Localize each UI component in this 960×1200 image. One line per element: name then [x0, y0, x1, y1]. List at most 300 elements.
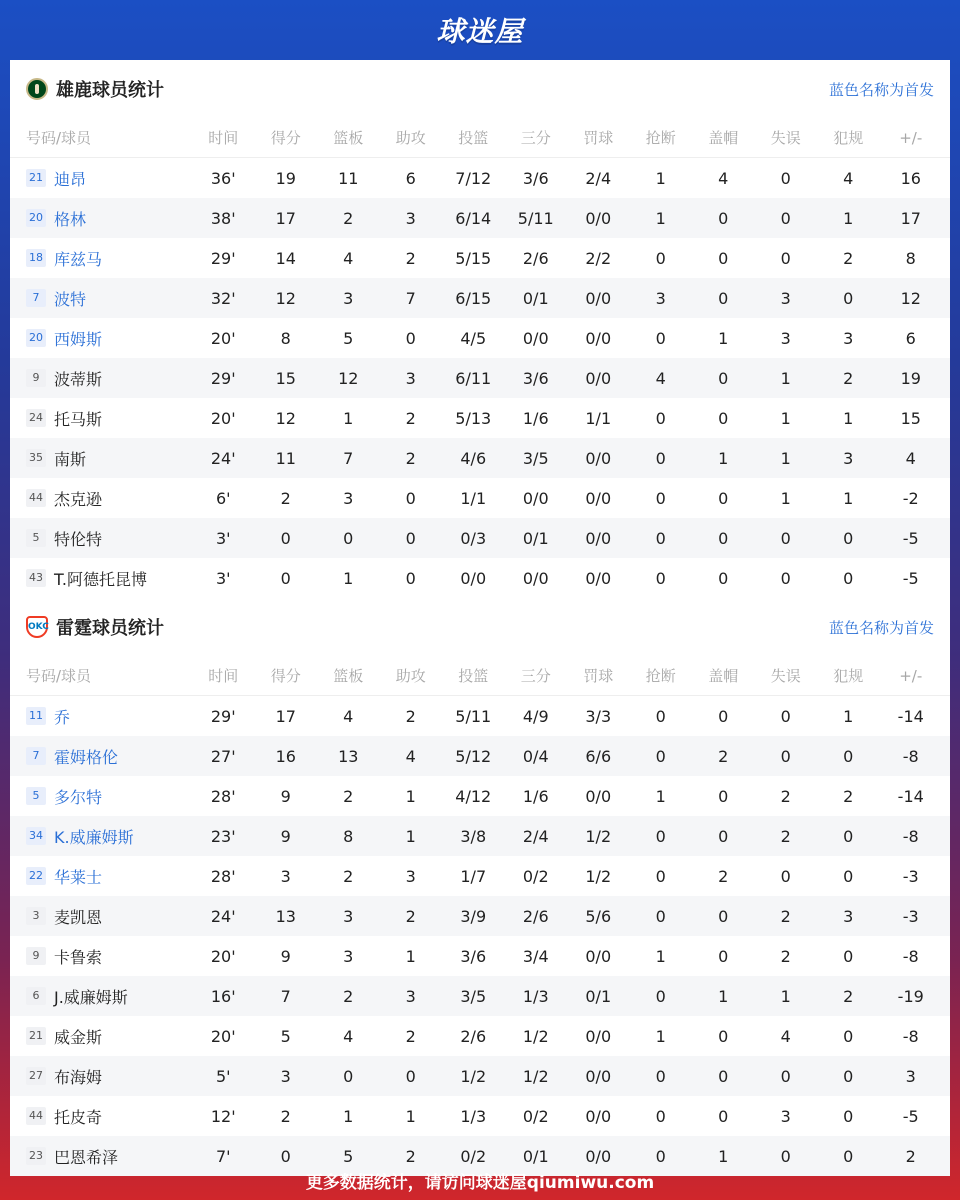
player-name[interactable]: 托马斯	[54, 409, 103, 429]
stat-cell: 2	[405, 448, 416, 468]
stat-cell: 1/1	[460, 488, 487, 508]
stat-cell: 3	[405, 208, 416, 228]
table-row[interactable]	[10, 318, 950, 358]
stat-cell: 3	[843, 448, 854, 468]
player-cell[interactable]	[10, 905, 192, 928]
stat-cell: 2	[843, 786, 854, 806]
stat-cell: 11	[275, 448, 296, 468]
stat-cell: 7/12	[455, 168, 492, 188]
player-name[interactable]: 波蒂斯	[54, 369, 103, 389]
stat-cell: 1	[343, 1106, 354, 1126]
player-cell[interactable]	[10, 247, 192, 270]
stat-cell: 2	[343, 786, 354, 806]
player-name[interactable]: 波特	[54, 289, 87, 309]
player-cell[interactable]	[10, 327, 192, 350]
stat-cell: 2	[343, 208, 354, 228]
stat-cell: 0	[280, 568, 291, 588]
stat-cell: 0/0	[585, 1026, 612, 1046]
player-cell[interactable]	[10, 367, 192, 390]
stat-cell: 0	[843, 1066, 854, 1086]
stat-cell: 0/0	[585, 328, 612, 348]
stat-cell: 0	[718, 1066, 729, 1086]
stat-cell: 6/14	[455, 208, 492, 228]
stat-cell: 0	[843, 568, 854, 588]
stat-cell: 1	[718, 448, 729, 468]
title-left	[26, 614, 164, 640]
player-name[interactable]: K.威廉姆斯	[54, 827, 134, 847]
stat-cell: 0	[718, 786, 729, 806]
starter-legend-note: 蓝色名称为首发	[828, 618, 934, 637]
stat-cell: 5/6	[585, 906, 612, 926]
table-row[interactable]	[10, 518, 950, 558]
player-cell[interactable]	[10, 705, 192, 728]
stat-cell: 12	[900, 288, 921, 308]
stat-cell: 28'	[210, 866, 236, 886]
stat-cell: 9	[280, 786, 291, 806]
stat-cell: 2	[843, 248, 854, 268]
stat-cell: 2/4	[585, 168, 612, 188]
stat-cell: 0/0	[585, 1066, 612, 1086]
jersey-number-badge: 20	[26, 329, 46, 347]
stat-cell: 0/1	[522, 528, 549, 548]
stat-cell: 32'	[210, 288, 236, 308]
stat-cell: 24'	[210, 906, 236, 926]
stat-cell: 2	[780, 946, 791, 966]
stat-cell: 0	[655, 248, 666, 268]
stat-cell: -8	[902, 826, 919, 846]
player-name[interactable]: 威金斯	[54, 1027, 103, 1047]
stat-cell: 0	[718, 1106, 729, 1126]
stat-cell: 0/0	[585, 448, 612, 468]
column-header: 犯规	[833, 129, 864, 147]
jersey-number-badge: 5	[26, 529, 46, 547]
stat-cell: 0	[718, 946, 729, 966]
stat-cell: 0/1	[585, 986, 612, 1006]
column-header: 盖帽	[708, 667, 739, 685]
stat-cell: 1	[718, 1146, 729, 1166]
starter-legend-note: 蓝色名称为首发	[828, 80, 934, 99]
stat-cell: 0	[655, 1066, 666, 1086]
stat-cell: 2	[405, 248, 416, 268]
player-cell[interactable]	[10, 207, 192, 230]
jersey-number-badge: 18	[26, 249, 46, 267]
stat-cell: 0	[718, 408, 729, 428]
stat-cell: 2	[780, 906, 791, 926]
jersey-number-badge: 24	[26, 409, 46, 427]
stat-cell: 1	[780, 986, 791, 1006]
stats-panel	[10, 60, 950, 1167]
jersey-number-badge: 21	[26, 169, 46, 187]
player-name[interactable]: 霍姆格伦	[54, 747, 119, 767]
team-block-thunder	[10, 598, 950, 1176]
table-row[interactable]	[10, 558, 950, 598]
column-header: +/-	[899, 666, 923, 685]
stat-cell: 0	[655, 1106, 666, 1126]
stat-cell: 8	[280, 328, 291, 348]
table-row[interactable]	[10, 158, 950, 198]
stat-cell: 14	[275, 248, 296, 268]
jersey-number-badge: 6	[26, 987, 46, 1005]
stat-cell: 12	[275, 408, 296, 428]
player-cell[interactable]	[10, 407, 192, 430]
table-row[interactable]	[10, 278, 950, 318]
table-header-row	[10, 118, 950, 158]
stat-cell: 1	[843, 408, 854, 428]
stat-cell: 1	[405, 1106, 416, 1126]
stat-cell: 2	[405, 706, 416, 726]
stat-cell: 0	[780, 168, 791, 188]
column-header: 抢断	[645, 667, 676, 685]
stat-cell: 1	[405, 786, 416, 806]
stat-cell: 1	[718, 986, 729, 1006]
stat-cell: 6'	[215, 488, 231, 508]
stat-cell: 0	[655, 448, 666, 468]
stat-cell: 0/0	[585, 368, 612, 388]
stat-cell: 3'	[215, 528, 231, 548]
stat-cell: 29'	[210, 248, 236, 268]
stat-cell: 1/6	[522, 786, 549, 806]
stat-cell: 2	[843, 368, 854, 388]
jersey-number-badge: 21	[26, 1027, 46, 1045]
stat-cell: 8	[905, 248, 916, 268]
stat-cell: -5	[902, 528, 919, 548]
stat-cell: 2	[718, 866, 729, 886]
stat-cell: 4	[655, 368, 666, 388]
stat-cell: 0	[780, 866, 791, 886]
jersey-number-badge: 23	[26, 1147, 46, 1165]
stat-cell: 1	[843, 706, 854, 726]
stat-cell: 12	[338, 368, 359, 388]
stat-cell: 2	[780, 826, 791, 846]
stat-cell: 3/3	[585, 706, 612, 726]
stat-cell: 3	[905, 1066, 916, 1086]
player-cell[interactable]	[10, 567, 192, 590]
stat-cell: 15	[275, 368, 296, 388]
stat-cell: 16	[275, 746, 296, 766]
stat-cell: 15	[900, 408, 921, 428]
section-title	[10, 60, 950, 118]
stat-cell: 3/6	[460, 946, 487, 966]
stat-cell: 20'	[210, 408, 236, 428]
stat-cell: 0	[343, 1066, 354, 1086]
stat-cell: 4/12	[455, 786, 492, 806]
stat-cell: 12	[275, 288, 296, 308]
table-row[interactable]	[10, 1096, 950, 1136]
stat-cell: -3	[902, 906, 919, 926]
stat-cell: 3/4	[522, 946, 549, 966]
stat-cell: 0	[718, 826, 729, 846]
player-cell[interactable]	[10, 785, 192, 808]
stat-cell: 7	[280, 986, 291, 1006]
jersey-number-badge: 22	[26, 867, 46, 885]
stat-cell: 0	[843, 528, 854, 548]
table-row[interactable]	[10, 1016, 950, 1056]
player-name[interactable]: T.阿德托昆博	[54, 569, 147, 589]
stat-cell: -14	[897, 706, 924, 726]
stat-cell: 5'	[215, 1066, 231, 1086]
thunder-logo-icon: OKC	[26, 616, 48, 638]
player-name[interactable]: 巴恩希泽	[54, 1147, 119, 1167]
table-row[interactable]	[10, 1056, 950, 1096]
table-row[interactable]	[10, 736, 950, 776]
stat-cell: 0	[843, 288, 854, 308]
player-name[interactable]: 卡鲁索	[54, 947, 103, 967]
column-header: 时间	[208, 667, 239, 685]
stat-cell: 4	[780, 1026, 791, 1046]
stat-cell: 0	[780, 568, 791, 588]
player-name[interactable]: 布海姆	[54, 1067, 103, 1087]
player-cell[interactable]	[10, 447, 192, 470]
stat-cell: 5/11	[517, 208, 554, 228]
stat-cell: 0	[655, 528, 666, 548]
stat-cell: 1	[405, 826, 416, 846]
stat-cell: 2	[780, 786, 791, 806]
player-cell[interactable]	[10, 1105, 192, 1128]
stat-cell: 1/7	[460, 866, 487, 886]
stat-cell: 1	[780, 368, 791, 388]
stat-cell: 3	[780, 1106, 791, 1126]
stat-cell: 3'	[215, 568, 231, 588]
stat-cell: 1	[655, 208, 666, 228]
stat-cell: 0	[780, 208, 791, 228]
stat-cell: 3	[280, 866, 291, 886]
stat-cell: 0/0	[522, 568, 549, 588]
stat-cell: 0/0	[585, 208, 612, 228]
stat-cell: -5	[902, 568, 919, 588]
stat-cell: 0	[718, 568, 729, 588]
column-header: 得分	[270, 129, 301, 147]
player-cell[interactable]	[10, 167, 192, 190]
stat-cell: 2	[405, 408, 416, 428]
stat-cell: 5/15	[455, 248, 492, 268]
stat-cell: 13	[275, 906, 296, 926]
stat-cell: 0	[655, 328, 666, 348]
title-left	[26, 76, 164, 102]
player-name[interactable]: 华莱士	[54, 867, 103, 887]
stat-cell: 0/0	[522, 328, 549, 348]
player-cell[interactable]	[10, 527, 192, 550]
stat-cell: 0/2	[460, 1146, 487, 1166]
stat-cell: 4/6	[460, 448, 487, 468]
stat-cell: 0	[780, 1066, 791, 1086]
stat-cell: -2	[902, 488, 919, 508]
stat-cell: 0	[780, 528, 791, 548]
stat-cell: 2	[343, 986, 354, 1006]
stat-cell: 2	[905, 1146, 916, 1166]
table-row[interactable]	[10, 896, 950, 936]
stat-cell: 0/0	[585, 786, 612, 806]
stat-cell: -14	[897, 786, 924, 806]
stat-cell: 1/3	[460, 1106, 487, 1126]
stat-cell: 1	[655, 1026, 666, 1046]
stat-cell: 0	[718, 706, 729, 726]
stat-cell: 16	[900, 168, 921, 188]
table-row[interactable]	[10, 856, 950, 896]
stat-cell: 1	[780, 408, 791, 428]
stat-cell: 0	[718, 368, 729, 388]
player-name[interactable]: 南斯	[54, 449, 87, 469]
stat-cell: 6	[405, 168, 416, 188]
stat-cell: 3	[280, 1066, 291, 1086]
jersey-number-badge: 27	[26, 1067, 46, 1085]
table-row[interactable]	[10, 438, 950, 478]
column-header: 投篮	[458, 667, 489, 685]
stat-cell: 0	[655, 826, 666, 846]
stat-cell: 1	[343, 408, 354, 428]
column-header: 三分	[520, 667, 551, 685]
player-name[interactable]: 麦凯恩	[54, 907, 103, 927]
stat-cell: 1	[655, 946, 666, 966]
stat-cell: 0	[843, 1106, 854, 1126]
stat-cell: 0/0	[585, 528, 612, 548]
player-name[interactable]: 迪昂	[54, 169, 87, 189]
site-logo[interactable]: 球迷屋	[436, 15, 524, 48]
stat-cell: 5/13	[455, 408, 492, 428]
table-row[interactable]	[10, 198, 950, 238]
player-name[interactable]: J.威廉姆斯	[54, 987, 128, 1007]
stat-cell: 3/6	[522, 368, 549, 388]
stat-cell: 3/6	[522, 168, 549, 188]
jersey-number-badge: 35	[26, 449, 46, 467]
stat-cell: -8	[902, 746, 919, 766]
stat-cell: 3	[343, 288, 354, 308]
team-stats-title: 雷霆球员统计	[56, 618, 164, 639]
column-header: 助攻	[395, 667, 426, 685]
table-row[interactable]	[10, 816, 950, 856]
stat-cell: 2	[343, 866, 354, 886]
stat-cell: 20'	[210, 328, 236, 348]
stat-cell: 6	[905, 328, 916, 348]
column-header: 盖帽	[708, 129, 739, 147]
table-row[interactable]	[10, 696, 950, 736]
jersey-number-badge: 3	[26, 907, 46, 925]
player-cell[interactable]	[10, 1025, 192, 1048]
stat-cell: 0	[655, 568, 666, 588]
stat-cell: 2/2	[585, 248, 612, 268]
stat-cell: 0/0	[585, 488, 612, 508]
stat-cell: 11	[338, 168, 359, 188]
column-header: 号码/球员	[26, 667, 92, 685]
player-cell[interactable]	[10, 865, 192, 888]
stat-cell: 0	[780, 706, 791, 726]
stat-cell: 23'	[210, 826, 236, 846]
stat-cell: 28'	[210, 786, 236, 806]
stat-cell: 16'	[210, 986, 236, 1006]
player-name[interactable]: 库兹马	[54, 249, 103, 269]
stat-cell: 0	[655, 986, 666, 1006]
stat-cell: 19	[900, 368, 921, 388]
stat-cell: 2/6	[522, 248, 549, 268]
column-header: 犯规	[833, 667, 864, 685]
stat-cell: 1/1	[585, 408, 612, 428]
jersey-number-badge: 7	[26, 747, 46, 765]
stat-cell: 3/5	[522, 448, 549, 468]
table-row[interactable]	[10, 358, 950, 398]
stat-cell: 13	[338, 746, 359, 766]
jersey-number-badge: 9	[26, 947, 46, 965]
table-row[interactable]	[10, 238, 950, 278]
player-cell[interactable]	[10, 745, 192, 768]
stat-cell: 3	[343, 488, 354, 508]
stat-cell: 36'	[210, 168, 236, 188]
table-row[interactable]	[10, 478, 950, 518]
section-title	[10, 598, 950, 656]
stat-cell: 3	[343, 906, 354, 926]
stat-cell: 3/5	[460, 986, 487, 1006]
player-cell[interactable]	[10, 487, 192, 510]
stat-cell: 2/4	[522, 826, 549, 846]
player-cell[interactable]	[10, 825, 192, 848]
stat-cell: 0	[655, 408, 666, 428]
jersey-number-badge: 20	[26, 209, 46, 227]
player-name[interactable]: 格林	[54, 209, 87, 229]
column-header: 助攻	[395, 129, 426, 147]
stat-cell: 0	[780, 248, 791, 268]
stat-cell: 1	[843, 208, 854, 228]
stat-cell: 6/6	[585, 746, 612, 766]
stat-cell: 0	[718, 906, 729, 926]
stat-cell: 3	[343, 946, 354, 966]
footer-banner[interactable]	[0, 1160, 960, 1200]
stat-cell: 2	[405, 906, 416, 926]
stat-cell: 1	[655, 168, 666, 188]
table-row[interactable]	[10, 398, 950, 438]
stat-cell: 5	[343, 1146, 354, 1166]
stat-cell: 5	[343, 328, 354, 348]
player-name[interactable]: 乔	[54, 707, 71, 727]
player-name[interactable]: 西姆斯	[54, 329, 103, 349]
column-header: 抢断	[645, 129, 676, 147]
column-header: +/-	[899, 128, 923, 147]
table-row[interactable]	[10, 776, 950, 816]
stat-cell: 0	[718, 528, 729, 548]
player-cell[interactable]	[10, 287, 192, 310]
stat-cell: 4	[718, 168, 729, 188]
stat-cell: 4	[843, 168, 854, 188]
column-header: 三分	[520, 129, 551, 147]
column-header: 投篮	[458, 129, 489, 147]
stat-cell: 3	[843, 328, 854, 348]
table-row[interactable]	[10, 936, 950, 976]
stat-cell: 4/9	[522, 706, 549, 726]
stat-cell: 0	[405, 328, 416, 348]
player-name[interactable]: 多尔特	[54, 787, 103, 807]
player-cell[interactable]	[10, 945, 192, 968]
player-cell[interactable]	[10, 1065, 192, 1088]
stat-cell: 7	[343, 448, 354, 468]
player-name[interactable]: 杰克逊	[54, 489, 103, 509]
stat-cell: 0	[718, 208, 729, 228]
column-header: 失误	[770, 129, 801, 147]
stat-cell: 0	[780, 1146, 791, 1166]
table-row[interactable]	[10, 976, 950, 1016]
stat-cell: 9	[280, 826, 291, 846]
stat-cell: 3	[843, 906, 854, 926]
stat-cell: 1	[655, 786, 666, 806]
stat-cell: 0	[280, 1146, 291, 1166]
player-cell[interactable]	[10, 985, 192, 1008]
stat-cell: 0	[655, 1146, 666, 1166]
stat-cell: 0	[843, 946, 854, 966]
stat-cell: 6/15	[455, 288, 492, 308]
stat-cell: 0	[655, 488, 666, 508]
player-name[interactable]: 托皮奇	[54, 1107, 103, 1127]
stat-cell: 1	[405, 946, 416, 966]
player-name[interactable]: 特伦特	[54, 529, 103, 549]
stat-cell: 0	[655, 746, 666, 766]
stat-cell: 38'	[210, 208, 236, 228]
stat-cell: 2	[405, 1026, 416, 1046]
